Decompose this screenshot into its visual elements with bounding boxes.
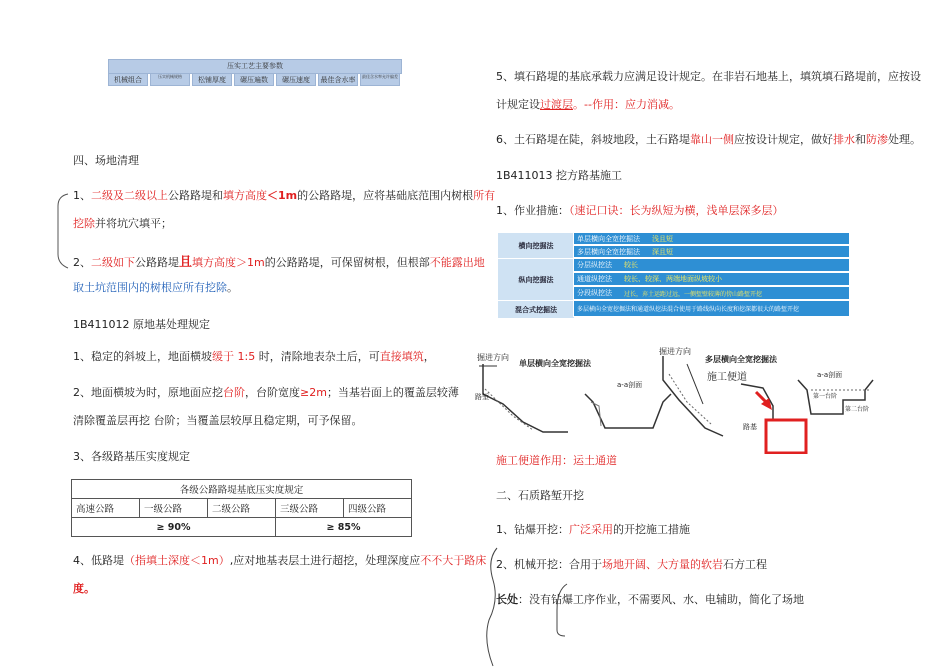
method-label: 混合式挖掘法 xyxy=(497,300,575,319)
section-heading-site-clearing: 四、场地清理 xyxy=(73,154,139,167)
compaction-cell: 压实机械规格 xyxy=(150,73,190,86)
method-label: 纵向挖掘法 xyxy=(497,258,575,302)
paragraph-2-cont: 取土坑范围内的树根应所有挖除。 xyxy=(73,281,238,294)
paragraph-r4: 1、钻爆开挖：广泛采用的开挖施工措施 xyxy=(496,523,690,536)
paragraph-1-cont: 挖除并将坑穴填平； xyxy=(73,217,172,230)
method-label: 横向挖掘法 xyxy=(497,232,575,260)
paragraph-6-cont: 度。 xyxy=(73,582,95,595)
paragraph-1: 1、二级及二级以上公路路堤和填方高度＜1m的公路路堤，应将基础底范围内树根所有 xyxy=(73,189,496,202)
diagram-label: a-a剖面 xyxy=(617,381,643,389)
diagram-label: 掘进方向 xyxy=(477,353,509,362)
paragraph-4: 2、地面横坡为时，原地面应挖台阶，台阶宽度≥2m；当基岩面上的覆盖层较薄 xyxy=(73,386,459,399)
table-header: 高速公路 xyxy=(72,499,140,518)
table-header: 四级公路 xyxy=(344,499,412,518)
diagram-label: 单层横向全宽挖掘法 xyxy=(519,359,591,368)
paragraph-6: 4、低路堤（指填土深度＜1m）,应对地基表层土进行超挖，处理深度应不不大于路床 xyxy=(73,554,487,567)
diagram-label: 掘进方向 xyxy=(659,347,691,356)
heading-foundation-treatment: 1B411012 原地基处理规定 xyxy=(73,318,211,331)
excavation-cross-section-diagram xyxy=(473,344,938,454)
diagram-label: 路堑 xyxy=(475,393,489,401)
section-heading-rock-cut: 二、石质路堑开挖 xyxy=(496,489,584,502)
diagram-label: a-a剖面 xyxy=(817,371,843,379)
table-title: 各级公路路堤基底压实度规定 xyxy=(72,480,412,499)
paragraph-r1: 5、填石路堤的基底承载力应满足设计规定。在非岩石地基上，填筑填石路堤前，应按设 xyxy=(496,70,921,83)
diagram-label: 多层横向全宽挖掘法 xyxy=(705,355,777,364)
table-header: 一级公路 xyxy=(140,499,208,518)
bracket-mark xyxy=(477,540,577,670)
table-header: 三级公路 xyxy=(276,499,344,518)
paragraph-r1-cont: 计规定设过渡层。--作用：应力消减。 xyxy=(496,98,680,111)
note-construction-road: 施工便道作用：运土通道 xyxy=(496,454,617,467)
compaction-cell: 最佳含水率允许偏差 xyxy=(360,73,400,86)
diagram-label: 路基 xyxy=(743,423,757,431)
compaction-cell: 机械组合 xyxy=(108,73,148,86)
bracket-mark xyxy=(54,192,74,270)
diagram-label: 第二台阶 xyxy=(845,406,870,413)
paragraph-r5: 2、机械开挖：合用于场地开阔、大方量的软岩石方工程 xyxy=(496,558,767,571)
paragraph-5: 3、各级路基压实度规定 xyxy=(73,450,190,463)
paragraph-4-cont: 清除覆盖层再挖 台阶；当覆盖层较厚且稳定期，可予保留。 xyxy=(73,414,363,427)
compaction-cell: 碾压遍数 xyxy=(234,73,274,86)
paragraph-2: 2、二级如下公路路堤且填方高度＞1m的公路路堤，可保留树根，但根部不能露出地 xyxy=(73,255,485,270)
compaction-table xyxy=(71,479,412,537)
table-value: ≥ 85% xyxy=(276,518,412,537)
compaction-cell: 松铺厚度 xyxy=(192,73,232,86)
table-header: 二级公路 xyxy=(208,499,276,518)
paragraph-3: 1、稳定的斜坡上，地面横坡缓于 1:5 时，清除地表杂土后，可直接填筑， xyxy=(73,350,435,363)
paragraph-r6: 长处：没有钻爆工序作业，不需要风、水、电辅助，简化了场地 xyxy=(496,593,804,606)
paragraph-r2: 6、土石路堤在陡，斜坡地段，土石路堤靠山一侧应按设计规定，做好排水和防渗处理。 xyxy=(496,133,921,146)
compaction-cell: 最佳含水率 xyxy=(318,73,358,86)
excavation-methods-table: 横向挖掘法 单层横向全宽挖掘法 浅且短 多层横向全宽挖掘法 深且短 纵向挖掘法 分层纵挖法 较长 通道纵挖法 较长、较深、两端地面纵坡较小 分段纵挖法 过长，弃土运距过远，一侧堑壁较薄的傍山路堑开挖 混合式挖掘法 多层横向全宽挖掘法和通道纵挖法混合使用于路线纵向长度和挖深都很大的路堑开挖 xyxy=(497,232,850,317)
compaction-cell: 碾压速度 xyxy=(276,73,316,86)
table-value: ≥ 90% xyxy=(72,518,276,537)
diagram-label: 施工便道 xyxy=(707,372,747,383)
paragraph-r3: 1、作业措施：（速记口诀：长为纵短为横，浅单层深多层） xyxy=(496,204,784,217)
compaction-title: 压实工艺主要参数 xyxy=(108,59,402,74)
diagram-label: 第一台阶 xyxy=(813,393,838,400)
heading-excavation: 1B411013 挖方路基施工 xyxy=(496,169,623,182)
